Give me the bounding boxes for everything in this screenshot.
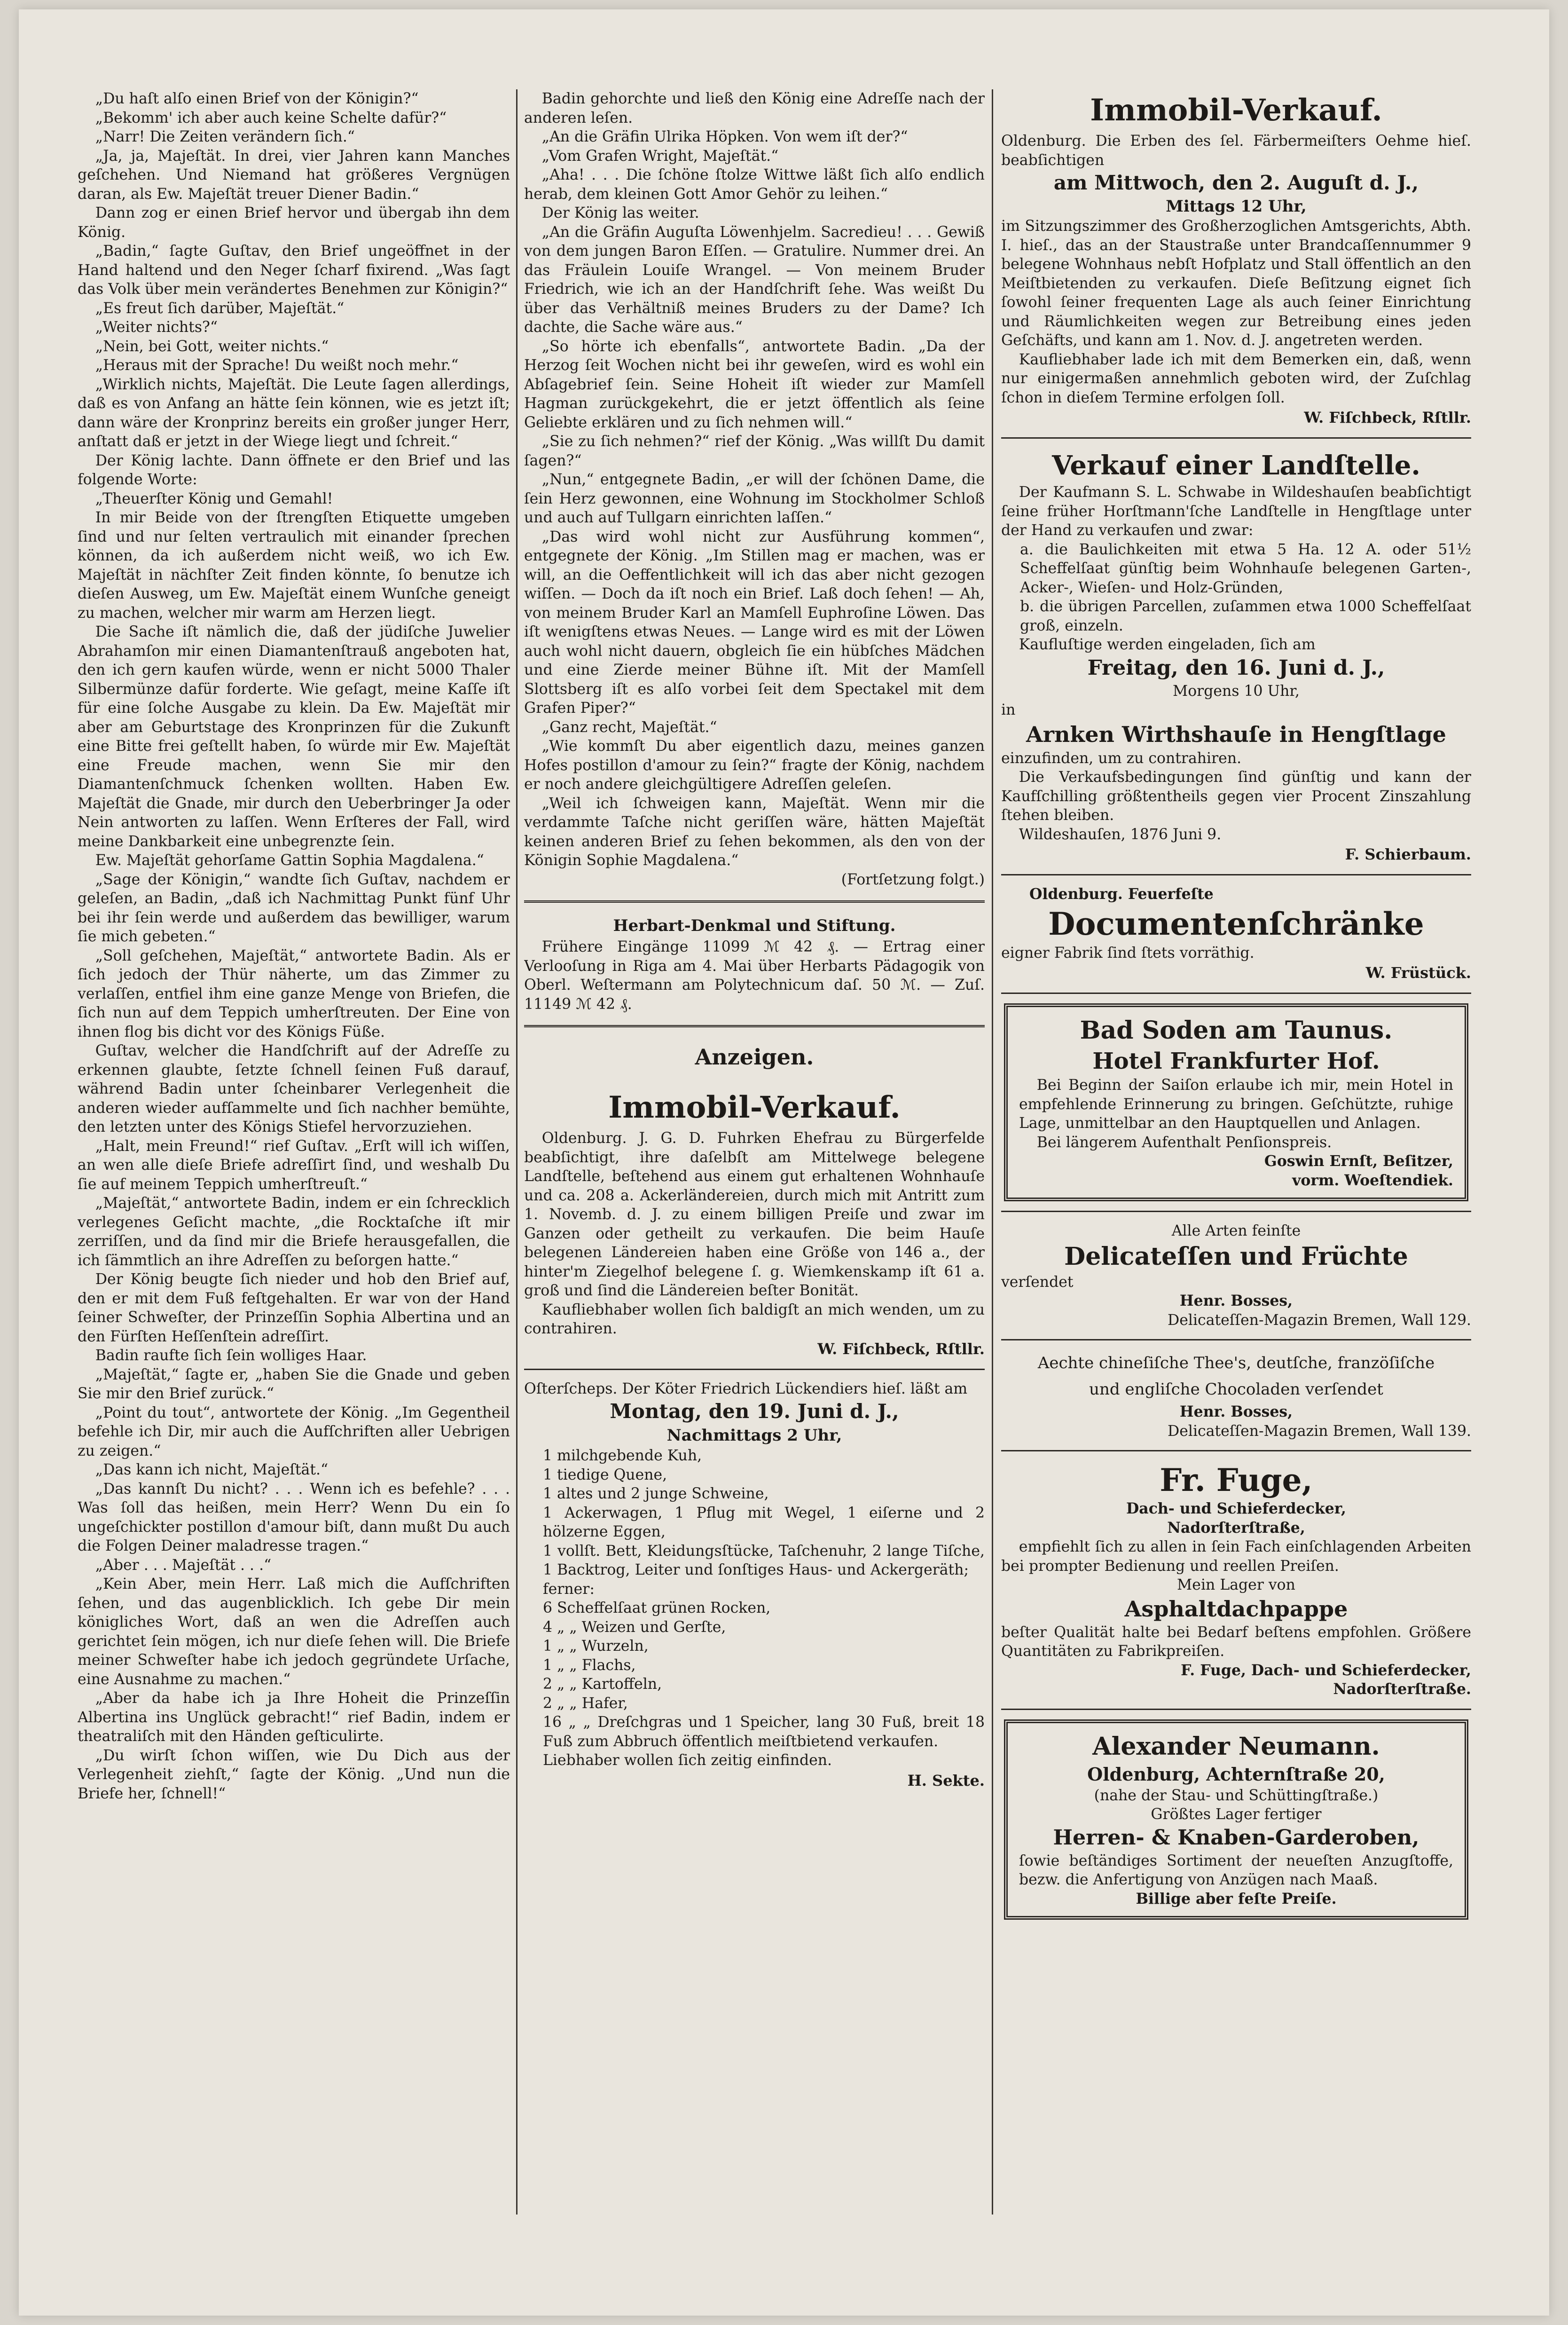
- anzeigen-heading: Anzeigen.: [695, 1044, 814, 1070]
- ad-tea-line-2: und engliſche Chocoladen verſendet: [1089, 1380, 1383, 1399]
- ad-landstelle-signature: F. Schierbaum.: [1345, 845, 1471, 863]
- story-paragraph: „Majeſtät,“ antwortete Badin, indem er ein ſchrecklich verlegenes Geſicht machte, „die Rocktaſche iſt mir zerriſſen, und da ſind mir die Briefe herausgefallen, die ich ſämmtlich an ihre Adreſſen zu beſorgen hatte.“: [78, 1195, 510, 1269]
- ad-safes-signature: W. Früstück.: [1365, 964, 1471, 982]
- ad-bad-soden-subtitle: Hotel Frankfurter Hof.: [1092, 1048, 1380, 1074]
- story-text: [78, 89, 510, 1803]
- oster-item: 2 „ „ Hafer,: [543, 1694, 628, 1712]
- story-paragraph: „Ja, ja, Majeſtät. In drei, vier Jahren kann Manches geſchehen. Und Niemand hat größeres Vergnügen daran, als Ew. Majeſtät treuer Diener Badin.“: [78, 147, 510, 203]
- oster-time: Nachmittags 2 Uhr,: [666, 1426, 842, 1445]
- oster-item: Liebhaber wollen ſich zeitig einfinden.: [543, 1752, 832, 1769]
- ad-landstelle-text: Der Kaufmann S. L. Schwabe in Wildeshauſen beabſichtigt ſeine früher Horſtmann'ſche Landſtelle in Hengſtlage unter der Hand zu verkaufen und zwar:: [1001, 484, 1471, 539]
- immobil-text: Oldenburg. J. G. D. Fuhrken Ehefrau zu Bürgerfelde beabſichtigt, ihre daſelbſt am Mittelwege belegene Landſtelle, beſtehend aus einem gut erhaltenen Wohnhauſe und ca. 208 a. Ackerländereien, durch mich mit Antritt zum 1. Novemb. d. J. zu einem billigen Preiſe und zwar im Ganzen oder getheilt zu verkaufen. Die beim Hauſe belegenen Ländereien haben eine Größe von 146 a., der hinter'm Ziegelhof belegene ſ. g. Wiemkenskamp iſt 61 a. groß und ſind die Ländereien beſter Bonität.: [524, 1130, 985, 1299]
- ad-neumann-product: Herren- & Knaben-Garderoben,: [1053, 1825, 1419, 1850]
- ad-fuge-lager: Mein Lager von: [1177, 1576, 1295, 1593]
- immobil-signature: W. Fiſchbeck, Rſtllr.: [817, 1340, 985, 1358]
- ad-bad-soden-title: Bad Soden am Taunus.: [1080, 1016, 1393, 1045]
- story-paragraph: „Du wirſt ſchon wiſſen, wie Du Dich aus der Verlegenheit ziehſt,“ ſagte der König. „Und nun die Briefe her, ſchnell!“: [78, 1747, 510, 1802]
- story-paragraph: „Wie kommſt Du aber eigentlich dazu, meines ganzen Hofes postillon d'amour zu ſein?“ fragte der König, nachdem er noch andere gleichgültigere Adreſſen geleſen.: [524, 738, 985, 793]
- divider: [1001, 1709, 1471, 1710]
- story-paragraph: „Aber . . . Majeſtät . . .“: [95, 1556, 272, 1574]
- oster-date: Montag, den 19. Juni d. J.,: [610, 1400, 899, 1423]
- oster-item: 4 „ „ Weizen und Gerſte,: [543, 1618, 726, 1636]
- story-paragraph: „Sage der Königin,“ wandte ſich Guſtav, nachdem er geleſen, an Badin, „daß ich Nachmittag Punkt fünf Uhr bei ihr ſein werde und außerdem das bewilliger, warum ſie mich gebeten.“: [78, 871, 510, 945]
- divider: [1001, 1450, 1471, 1451]
- oster-item: 1 „ „ Wurzeln,: [543, 1638, 649, 1655]
- story-paragraph: „Weiter nichts?“: [95, 319, 218, 336]
- story-paragraph: Die Sache iſt nämlich die, daß der jüdiſche Juwelier Abrahamſon mir einen Diamantenſtrauß angeboten hat, den ich gern kaufen würde, wenn er nicht 5000 Thaler Silbermünze dafür forderte. Wie geſagt, meine Kaſſe iſt für eine ſolche Ausgabe zu klein. Da Ew. Majeſtät mir aber am Geburtstage des Kronprinzen für die Zukunft eine Bitte frei geſtellt haben, ſo würde mir Ew. Majeſtät eine Freude machen, wenn Sie mir den Diamantenſchmuck ſchenken wollten. Haben Ew. Majeſtät die Gnade, mir durch den Ueberbringer Ja oder Nein antworten zu laſſen. Wenn Erſteres der Fall, wird meine Dankbarkeit eine unbegrenzte ſein.: [78, 623, 510, 850]
- ad-tea-address: Delicateſſen-Magazin Bremen, Wall 139.: [1168, 1422, 1471, 1440]
- oster-item: 1 „ „ Flachs,: [543, 1656, 636, 1674]
- ad-fuge-title: Fr. Fuge,: [1160, 1462, 1313, 1498]
- ad-immobil-text-3: Kaufliebhaber lade ich mit dem Bemerken ein, daß, wenn nur einigermaßen annehmlich geboten wird, der Zuſchlag ſchon in dieſem Termine erfolgen ſoll.: [1001, 351, 1471, 406]
- ad-fuge-product: Asphaltdachpappe: [1124, 1596, 1348, 1622]
- ad-bad-soden-box: [1004, 1003, 1468, 1201]
- oster-intro: Oſterſcheps. Der Köter Friedrich Lückendiers hieſ. läßt am: [524, 1380, 968, 1397]
- story-paragraph: „Nein, bei Gott, weiter nichts.“: [95, 338, 329, 355]
- ad-immobil-time: Mittags 12 Uhr,: [1166, 197, 1307, 216]
- ads-column: [1001, 89, 1471, 2215]
- ad-landstelle-time: Morgens 10 Uhr,: [1172, 682, 1300, 700]
- ad-safes-title: Documentenſchränke: [1048, 905, 1424, 942]
- story-column-2: [524, 89, 985, 2215]
- ad-neumann-price: Billige aber feſte Preiſe.: [1136, 1890, 1337, 1907]
- story-paragraph: „Sie zu ſich nehmen?“ rief der König. „Was willſt Du damit ſagen?“: [524, 433, 985, 469]
- ad-delicatessen-versendet: verſendet: [1001, 1273, 1074, 1291]
- story-paragraph: „Wirklich nichts, Majeſtät. Die Leute ſagen allerdings, daß es von Anfang an hätte ſein können, wie es jetzt iſt; dann wäre der Kronprinz bereits ein großer junger Herr, anſtatt daß er jetzt in der Wiege liegt und ſchreit.“: [78, 376, 510, 450]
- divider: [1001, 993, 1471, 994]
- oster-item: 6 Scheffelſaat grünen Rocken,: [543, 1600, 771, 1616]
- story-paragraph: „An die Gräfin Ulrika Höpken. Von wem iſt der?“: [541, 128, 908, 145]
- immobil-title: Immobil-Verkauf.: [608, 1090, 901, 1125]
- story-paragraph: „Badin,“ ſagte Guſtav, den Brief ungeöffnet in der Hand haltend und den Neger ſcharf fixirend. „Was ſagt das Volk über mein verändertes Benehmen zur Königin?“: [78, 243, 510, 298]
- ad-delicatessen-name: Henr. Bosses,: [1179, 1292, 1293, 1309]
- ad-neumann-text: ſowie beſtändiges Sortiment der neueſten Anzugſtoffe, bezw. die Anfertigung von Anzügen nach Maaß.: [1019, 1852, 1453, 1888]
- ad-delicatessen-address: Delicateſſen-Magazin Bremen, Wall 129.: [1168, 1311, 1471, 1329]
- story-paragraph: „Aber da habe ich ja Ihre Hoheit die Prinzeſſin Albertina ins Unglück gebracht!“ rief Badin, indem er theatraliſch mit den Händen geſticulirte.: [78, 1690, 510, 1745]
- ad-immobil-date: am Mittwoch, den 2. Auguſt d. J.,: [1053, 171, 1419, 194]
- ad-neumann-address-2: (nahe der Stau- und Schüttingſtraße.): [1094, 1787, 1379, 1804]
- ad-landstelle-text-2: einzufinden, um zu contrahiren.: [1001, 749, 1242, 767]
- story-paragraph: „Theuerſter König und Gemahl!: [95, 490, 333, 507]
- ad-landstelle-text-3: Die Verkaufsbedingungen ſind günſtig und kann der Kaufſchilling größtentheils gegen vier Procent Zinszahlung ſtehen bleiben.: [1001, 769, 1471, 824]
- story-paragraph: Badin raufte ſich ſein wolliges Haar.: [95, 1347, 367, 1364]
- story-paragraph: Badin gehorchte und ließ den König eine Adreſſe nach der anderen leſen.: [524, 90, 985, 126]
- story-paragraph: „Majeſtät,“ ſagte er, „haben Sie die Gnade und geben Sie mir den Brief zurück.“: [78, 1366, 510, 1402]
- immobil-text-2: Kaufliebhaber wollen ſich baldigſt an mich wenden, um zu contrahiren.: [524, 1301, 985, 1337]
- story-paragraph: „So hörte ich ebenfalls“, antwortete Badin. „Da der Herzog ſeit Wochen nicht bei ihr geweſen, wird es wohl ein Abſagebrief ſein. Seine Hoheit iſt wieder zur Mamſell Hagman zurückgekehrt, die er jetzt öffentlich als ſeine Geliebte erklären und zu ſich nehmen will.“: [524, 338, 985, 431]
- story-paragraph: „Heraus mit der Sprache! Du weißt noch mehr.“: [95, 357, 459, 374]
- herbart-title: Herbart-Denkmal und Stiftung.: [613, 916, 896, 935]
- divider: [1001, 1211, 1471, 1212]
- ad-landstelle-item-b: b. die übrigen Parcellen, zuſammen etwa 1000 Scheffelſaat groß, einzeln.: [1020, 598, 1471, 634]
- ad-landstelle-title: Verkauf einer Landſtelle.: [1052, 450, 1420, 481]
- column-rule: [516, 89, 517, 2215]
- story-paragraph: In mir Beide von der ſtrengſten Etiquette umgeben ſind und nur ſelten vertraulich mit einander ſprechen können, da ich außerdem nicht weiß, wo ich Ew. Majeſtät in nächſter Zeit finden könnte, ſo benutze ich dieſen Ausweg, um Ew. Majeſtät einem Wunſche geneigt zu machen, welcher mir warm am Herzen liegt.: [78, 509, 510, 622]
- ad-fuge-street: Nadorſterſtraße,: [1167, 1519, 1305, 1537]
- story-paragraph: „Point du tout“, antwortete der König. „Im Gegentheil befehle ich Dir, mir auch die Aufſchriften aller Uebrigen zu zeigen.“: [78, 1404, 510, 1459]
- ad-immobil-title: Immobil-Verkauf.: [1090, 93, 1382, 128]
- story-paragraph: „Soll geſchehen, Majeſtät,“ antwortete Badin. Als er ſich jedoch der Thür näherte, um das Zimmer zu verlaſſen, entfiel ihm eine ganze Menge von Briefen, die ſich nun auf dem Teppich umherſtreuten. Der Eine von ihnen flog bis dicht vor des Königs Füße.: [78, 947, 510, 1040]
- column-rule: [992, 89, 993, 2215]
- oster-item: 2 „ „ Kartoffeln,: [543, 1676, 662, 1693]
- story-paragraph: „Nun,“ entgegnete Badin, „er will der ſchönen Dame, die ſein Herz gewonnen, eine Wohnung im Stockholmer Schloß und auch auf Tullgarn einrichten laſſen.“: [524, 471, 985, 526]
- story-column-1: [78, 89, 510, 2247]
- ad-delicatessen-top: Alle Arten feinſte: [1171, 1222, 1301, 1239]
- story-paragraph: „Weil ich ſchweigen kann, Majeſtät. Wenn mir die verdammte Taſche nicht geriſſen wäre, hätten Majeſtät keinen anderen Brief zu ſehen bekommen, als den von der Königin Sophie Magdalena.“: [524, 795, 985, 869]
- ad-delicatessen-title: Delicateſſen und Früchte: [1064, 1242, 1408, 1271]
- story-paragraph: „Das kann ich nicht, Majeſtät.“: [95, 1461, 329, 1478]
- ad-tea-name: Henr. Bosses,: [1179, 1403, 1293, 1420]
- oster-item-list: [524, 1446, 985, 1770]
- story-continuation: [524, 89, 985, 870]
- ad-fuge-signature: F. Fuge, Dach- und Schieferdecker,: [1181, 1661, 1471, 1679]
- ad-neumann-address: Oldenburg, Achternſtraße 20,: [1087, 1763, 1385, 1785]
- story-paragraph: „Ganz recht, Majeſtät.“: [541, 718, 717, 736]
- divider: [1001, 437, 1471, 439]
- ad-neumann-lager: Größtes Lager fertiger: [1151, 1806, 1322, 1823]
- oster-item: 16 „ „ Dreſchgras und 1 Speicher, lang 30 Fuß, breit 18 Fuß zum Abbruch öffentlich meiſtbietend verkaufen.: [543, 1714, 985, 1750]
- ad-immobil-text-2: im Sitzungszimmer des Großherzoglichen Amtsgerichts, Abth. I. hieſ., das an der Staustraße unter Brandcaſſennummer 9 belegene Wohnhaus nebſt Hofplatz und Stall öffentlich an den Meiſtbietenden zu verkaufen. Dieſe Beſitzung eignet ſich ſowohl ſeiner frequenten Lage als auch ſeiner Einrichtung und Räumlichkeiten wegen zur Betreibung eines jeden Geſchäfts, und kann am 1. Nov. d. J. angetreten werden.: [1001, 218, 1471, 349]
- divider: [1001, 874, 1471, 875]
- divider: [1001, 1339, 1471, 1340]
- ad-landstelle-invite: Kaufluſtige werden eingeladen, ſich am: [1019, 636, 1316, 653]
- story-paragraph: „Kein Aber, mein Herr. Laß mich die Aufſchriften ſehen, und das augenblicklich. Ich gebe Dir mein königliches Wort, daß an wen die Adreſſen auch gerichtet ſein mögen, ich nur dieſe ſehen will. Die Briefe meiner Schweſter habe ich jedoch gegründete Urſache, eine Ausnahme zu machen.“: [78, 1576, 510, 1688]
- ad-landstelle-place: Arnken Wirthshauſe in Hengſtlage: [1026, 721, 1446, 747]
- story-paragraph: „Halt, mein Freund!“ rief Guſtav. „Erſt will ich wiſſen, an wen alle dieſe Briefe adreſſirt ſind, und weshalb Du ſie auf meinem Teppich umherſtreuſt.“: [78, 1137, 510, 1193]
- story-paragraph: Ew. Majeſtät gehorſame Gattin Sophia Magdalena.“: [95, 852, 484, 869]
- oster-item: 1 tiedige Quene,: [543, 1466, 667, 1483]
- ad-bad-soden-signature-2: vorm. Woeſtendiek.: [1292, 1171, 1453, 1189]
- story-paragraph: „Narr! Die Zeiten verändern ſich.“: [95, 128, 355, 145]
- story-paragraph: „Bekomm' ich aber auch keine Schelte dafür?“: [95, 109, 447, 126]
- story-paragraph: „Es freut ſich darüber, Majeſtät.“: [95, 299, 345, 317]
- story-paragraph: Guſtav, welcher die Handſchrift auf der Adreſſe zu erkennen glaubte, ſetzte ſchnell ſeinen Fuß darauf, während Badin unter ſcheinbarer Verlegenheit die anderen wieder aufſammelte und ſich nachher bemühte, den letzten unter des Königs Stiefel hervorzuziehen.: [78, 1042, 510, 1135]
- ad-safes-top: Oldenburg. Feuerfeſte: [1029, 885, 1214, 903]
- story-paragraph: Der König lachte. Dann öffnete er den Brief und las folgende Worte:: [78, 452, 510, 488]
- ad-immobil-text: Oldenburg. Die Erben des ſel. Färbermeiſters Oehme hieſ. beabſichtigen: [1001, 133, 1471, 169]
- story-paragraph: Der König beugte ſich nieder und hob den Brief auf, den er mit dem Fuß feſtgehalten. Er war von der Hand ſeiner Schweſter, der Prinzeſſin Sophia Albertina und an den Fürſten Heſſenſtein adreſſirt.: [78, 1271, 510, 1345]
- story-paragraph: „Vom Grafen Wright, Majeſtät.“: [541, 147, 779, 165]
- ad-fuge-subtitle: Dach- und Schieferdecker,: [1126, 1500, 1347, 1517]
- ad-bad-soden-text-2: Bei längerem Aufenthalt Penſionspreis.: [1036, 1134, 1332, 1151]
- ad-landstelle-date: Freitag, den 16. Juni d. J.,: [1087, 655, 1385, 680]
- ad-bad-soden-text: Bei Beginn der Saiſon erlaube ich mir, mein Hotel in empfehlende Erinnerung zu bringen. Geſchützte, ruhige Lage, unmittelbar an den Hauptquellen und Anlagen.: [1019, 1077, 1453, 1132]
- story-paragraph: „Du haſt alſo einen Brief von der Königin?“: [95, 90, 419, 107]
- oster-item: ferner:: [543, 1580, 595, 1598]
- continuation-note: (Fortſetzung folgt.): [841, 871, 985, 888]
- story-paragraph: „Das wird wohl nicht zur Ausführung kommen“, entgegnete der König. „Im Stillen mag er machen, was er will, an die Oeffentlichkeit will ich das aber nicht gezogen wiſſen. — Doch da iſt noch ein Brief. Laß doch ſehen! — Ah, von meinem Bruder Karl an Mamſell Euphroſine Löwen. Das iſt wenigſtens etwas Neues. — Lange wird es mit der Löwen auch wohl nicht dauern, obgleich ſie ein hübſches Mädchen und eine Zierde meiner Bühne iſt. Mit der Mamſell Slottsberg iſt es alſo vorbei ſeit dem Spectakel mit dem Grafen Piper?“: [524, 528, 985, 717]
- ad-landstelle-in: in: [1001, 701, 1016, 718]
- oster-item: 1 milchgebende Kuh,: [543, 1447, 702, 1464]
- divider: [524, 1025, 985, 1027]
- ad-immobil-signature: W. Fiſchbeck, Rſtllr.: [1304, 409, 1471, 426]
- ad-fuge-text: empfiehlt ſich zu allen in ſein Fach einſchlagenden Arbeiten bei prompter Bedienung und reellen Preiſen.: [1001, 1538, 1471, 1575]
- oster-signature: H. Sekte.: [907, 1771, 985, 1789]
- ad-tea-line-1: Aechte chineſiſche Thee's, deutſche, franzöſiſche: [1037, 1354, 1435, 1372]
- ad-neumann-title: Alexander Neumann.: [1092, 1732, 1380, 1761]
- story-paragraph: Der König las weiter.: [541, 205, 699, 221]
- oster-item: 1 Ackerwagen, 1 Pflug mit Wegel, 1 eiſerne und 2 hölzerne Eggen,: [543, 1504, 985, 1540]
- divider: [524, 1369, 985, 1370]
- oster-item: 1 vollſt. Bett, Kleidungsſtücke, Taſchenuhr, 2 lange Tiſche, 1 Backtrog, Leiter und ſonſtiges Haus- und Ackergeräth;: [543, 1542, 985, 1578]
- herbart-text: Frühere Eingänge 11099 ℳ 42 ₰. — Ertrag einer Verlooſung in Riga am 4. Mai über Herbarts Pädagogik von Oberl. Weſtermann am Polytechnicum daſ. 50 ℳ. — Zuſ. 11149 ℳ 42 ₰.: [524, 938, 985, 1013]
- oster-item: 1 altes und 2 junge Schweine,: [543, 1485, 769, 1502]
- story-paragraph: Dann zog er einen Brief hervor und übergab ihn dem König.: [78, 205, 510, 241]
- ad-landstelle-item-a: a. die Baulichkeiten mit etwa 5 Ha. 12 A. oder 51½ Scheffelſaat günſtig beim Wohnhauſe belegenen Garten-, Acker-, Wieſen- und Holz-Gründen,: [1020, 541, 1471, 596]
- ad-bad-soden-signature: Goswin Ernſt, Beſitzer,: [1264, 1152, 1453, 1170]
- ad-safes-text: eigner Fabrik ſind ſtets vorräthig.: [1001, 944, 1254, 962]
- story-paragraph: „Das kannſt Du nicht? . . . Wenn ich es befehle? . . . Was ſoll das heißen, mein Herr? Wenn Du ein ſo ungeſchickter postillon d'amour biſt, dann mußt Du auch die Folgen Deiner maladresse tragen.“: [78, 1480, 510, 1554]
- story-paragraph: „Aha! . . . Die ſchöne ſtolze Wittwe läßt ſich alſo endlich herab, dem kleinen Gott Amor Gehör zu leihen.“: [524, 166, 985, 203]
- ad-landstelle-dateline: Wildeshauſen, 1876 Juni 9.: [1019, 826, 1222, 843]
- story-paragraph: „An die Gräfin Auguſta Löwenhjelm. Sacredieu! . . . Gewiß von dem jungen Baron Eſſen. — Gratulire. Nummer drei. An das Fräulein Louiſe Wrangel. — Von meinem Bruder Friedrich, wie ich an der Handſchrift ſehe. Was weißt Du über das Verhältniß meines Bruders zu der Dame? Ich dachte, die Sache wäre aus.“: [524, 223, 985, 336]
- divider: [524, 900, 985, 903]
- ad-fuge-text-2: beſter Qualität halte bei Bedarf beſtens empfohlen. Größere Quantitäten zu Fabrikpreiſen.: [1001, 1624, 1471, 1660]
- ad-neumann-box: [1004, 1719, 1468, 1920]
- newspaper-page: [19, 9, 1549, 2316]
- ad-fuge-signature-2: Nadorſterſtraße.: [1333, 1680, 1471, 1698]
